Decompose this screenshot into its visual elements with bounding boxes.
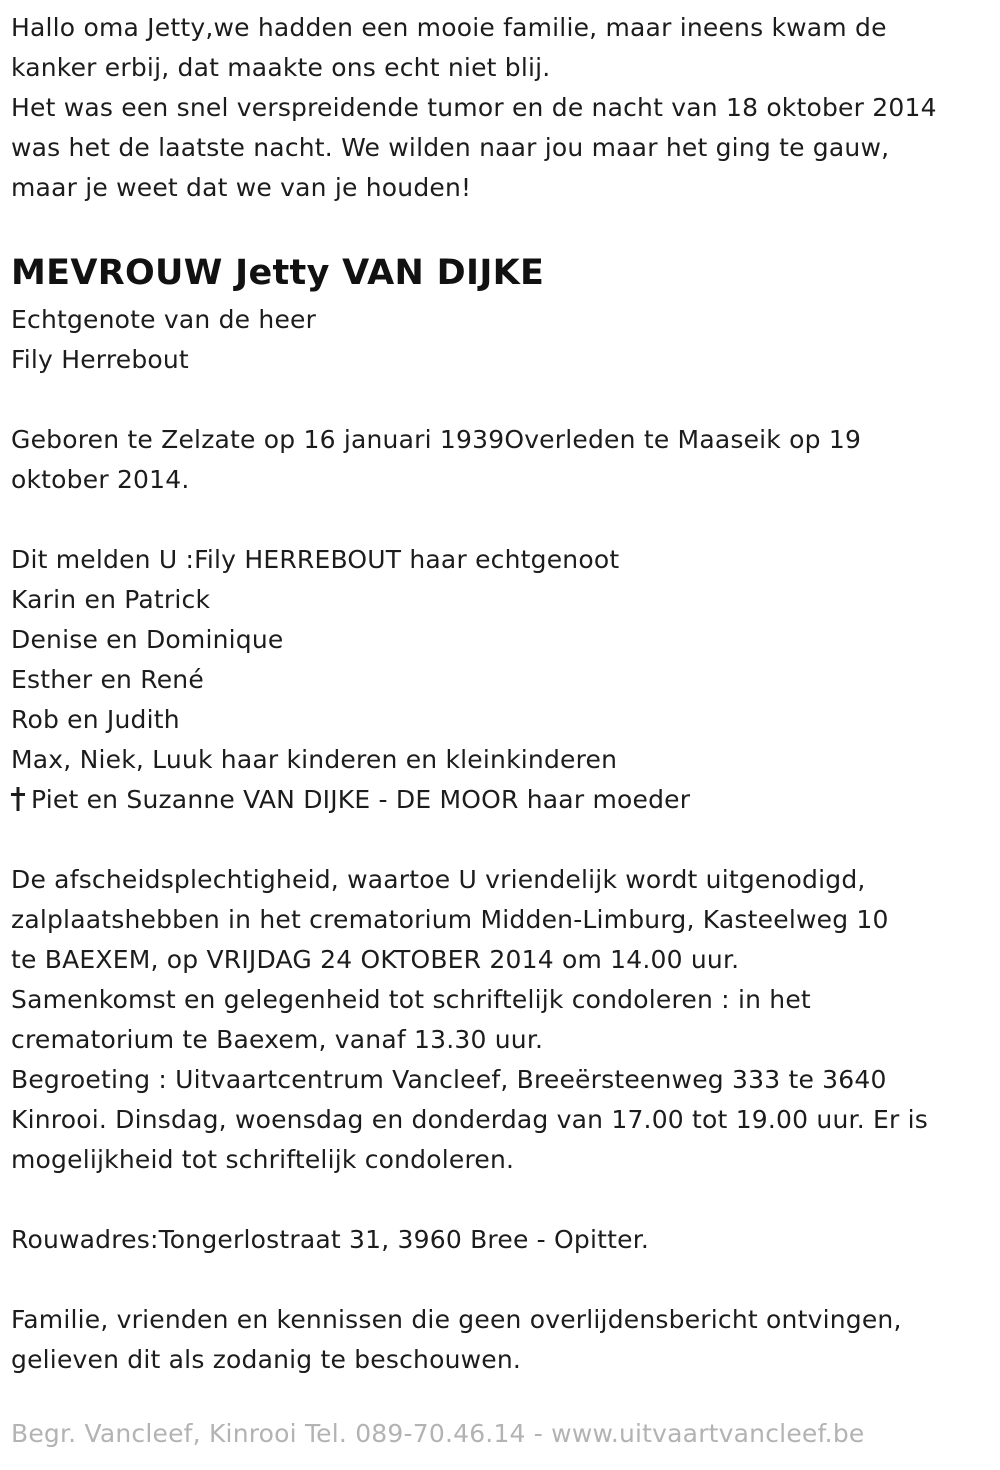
spouse-line: Echtgenote van de heer bbox=[11, 305, 317, 334]
intro-line: Hallo oma Jetty,we hadden een mooie familie, maar ineens kwam de bbox=[11, 13, 887, 42]
spacer bbox=[11, 820, 986, 860]
closing-line: Familie, vrienden en kennissen die geen overlijdensbericht ontvingen, bbox=[11, 1305, 902, 1334]
funeral-home-footer: Begr. Vancleef, Kinrooi Tel. 089-70.46.14 - www.uitvaartvancleef.be bbox=[11, 1419, 865, 1448]
family-line: Denise en Dominique bbox=[11, 625, 284, 654]
spouse-name: Fily Herrebout bbox=[11, 345, 189, 374]
dates-line: oktober 2014. bbox=[11, 465, 190, 494]
ceremony-line: mogelijkheid tot schriftelijk condoleren. bbox=[11, 1145, 515, 1174]
spacer bbox=[11, 1180, 986, 1220]
intro-line: Het was een snel verspreidende tumor en de nacht van 18 oktober 2014 bbox=[11, 93, 937, 122]
family-line-deceased bbox=[11, 780, 986, 820]
intro-line: was het de laatste nacht. We wilden naar jou maar het ging te gauw, bbox=[11, 133, 890, 162]
family-line: Max, Niek, Luuk haar kinderen en kleinkinderen bbox=[11, 745, 618, 774]
family-line: Rob en Judith bbox=[11, 705, 180, 734]
intro-line: kanker erbij, dat maakte ons echt niet blij. bbox=[11, 53, 551, 82]
ceremony-line: Samenkomst en gelegenheid tot schriftelijk condoleren : in het bbox=[11, 985, 811, 1014]
spacer bbox=[11, 380, 986, 420]
closing-line: gelieven dit als zodanig te beschouwen. bbox=[11, 1345, 522, 1374]
ceremony-line: zalplaatshebben in het crematorium Midden-Limburg, Kasteelweg 10 bbox=[11, 905, 889, 934]
dates-line: Geboren te Zelzate op 16 januari 1939Overleden te Maaseik op 19 bbox=[11, 425, 862, 454]
closing-note bbox=[11, 1300, 986, 1380]
family-list bbox=[11, 540, 986, 820]
family-line: Esther en René bbox=[11, 665, 204, 694]
ceremony-line: De afscheidsplechtigheid, waartoe U vriendelijk wordt uitgenodigd, bbox=[11, 865, 866, 894]
latin-cross-icon bbox=[11, 780, 31, 820]
ceremony-line: Begroeting : Uitvaartcentrum Vancleef, Breeërsteenweg 333 te 3640 bbox=[11, 1065, 887, 1094]
ceremony-line: te BAEXEM, op VRIJDAG 24 OKTOBER 2014 om 14.00 uur. bbox=[11, 945, 740, 974]
death-notice bbox=[11, 8, 986, 1380]
family-line: Karin en Patrick bbox=[11, 585, 211, 614]
spacer bbox=[11, 1260, 986, 1300]
deceased-name: MEVROUW Jetty VAN DIJKE bbox=[11, 253, 545, 293]
mourning-address: Rouwadres:Tongerlostraat 31, 3960 Bree - Opitter. bbox=[11, 1225, 650, 1254]
family-line: Dit melden U :Fily HERREBOUT haar echtgenoot bbox=[11, 545, 620, 574]
ceremony-line: crematorium te Baexem, vanaf 13.30 uur. bbox=[11, 1025, 544, 1054]
ceremony-line: Kinrooi. Dinsdag, woensdag en donderdag van 17.00 tot 19.00 uur. Er is bbox=[11, 1105, 928, 1134]
ceremony-details bbox=[11, 860, 986, 1180]
intro-line: maar je weet dat we van je houden! bbox=[11, 173, 472, 202]
deceased-parents: Piet en Suzanne VAN DIJKE - DE MOOR haar moeder bbox=[31, 785, 691, 814]
spacer bbox=[11, 500, 986, 540]
intro-message bbox=[11, 8, 986, 208]
